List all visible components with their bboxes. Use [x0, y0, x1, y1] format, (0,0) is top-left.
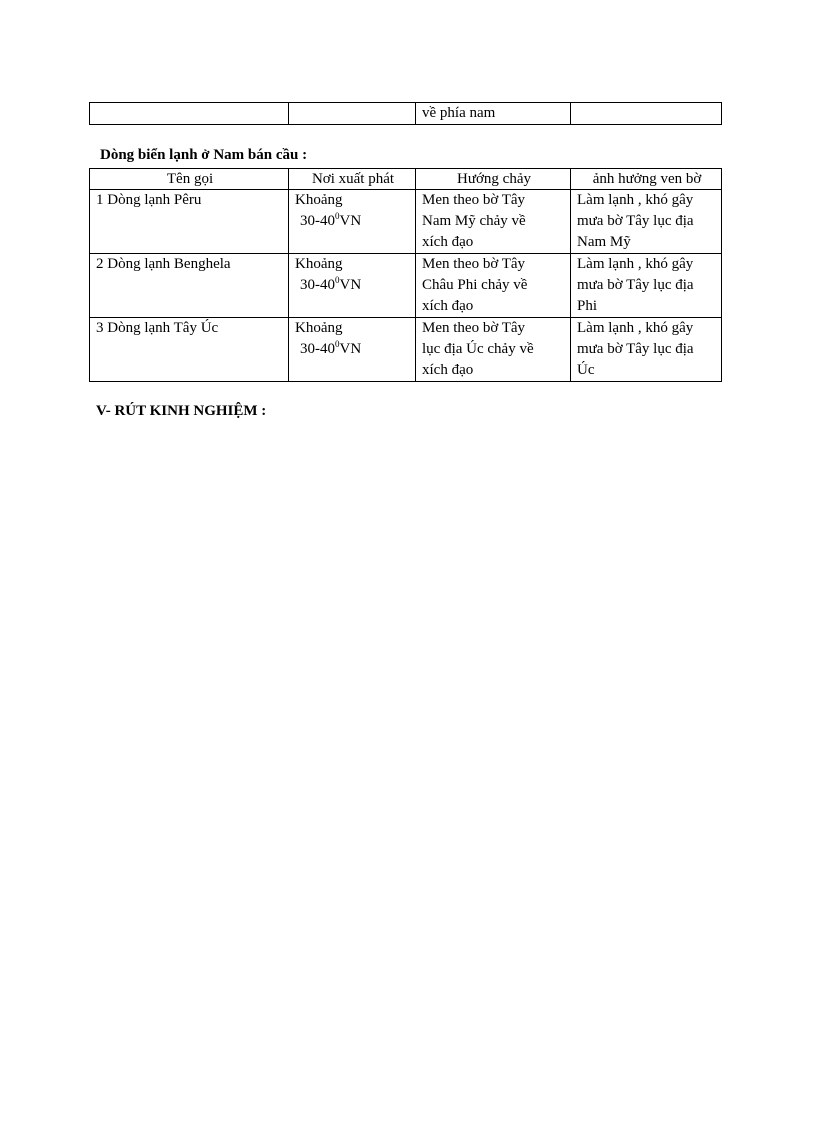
direction-line: Men theo bờ Tây — [422, 256, 526, 272]
origin-latitude — [295, 211, 361, 232]
section-v-heading: V- RÚT KINH NGHIỆM : — [96, 403, 267, 419]
origin-latitude — [295, 275, 361, 296]
effect-line: mưa bờ Tây lục địa — [577, 277, 694, 293]
table-cell: về phía nam — [416, 103, 571, 125]
direction-line: lục địa Úc chảy về — [422, 341, 534, 357]
degree-mark: 0 — [335, 275, 340, 285]
current-effect — [571, 190, 722, 254]
direction-line: Nam Mỹ chảy về — [422, 213, 526, 229]
origin-label: Khoảng — [295, 320, 343, 336]
effect-line: Làm lạnh , khó gây — [577, 320, 694, 336]
degree-mark: 0 — [335, 211, 340, 221]
current-effect — [571, 254, 722, 318]
table-row — [90, 254, 722, 318]
effect-line: Úc — [577, 362, 595, 378]
current-name: 1 Dòng lạnh Pêru — [90, 190, 289, 254]
direction-line: Men theo bờ Tây — [422, 320, 526, 336]
origin-range: 30-40 — [300, 213, 335, 229]
effect-line: mưa bờ Tây lục địa — [577, 341, 694, 357]
table-row — [90, 103, 722, 125]
table-row — [90, 318, 722, 382]
direction-line: Châu Phi chảy về — [422, 277, 528, 293]
current-effect — [571, 318, 722, 382]
table-cell — [90, 103, 289, 125]
column-header-origin: Nơi xuất phát — [289, 169, 416, 190]
effect-line: Làm lạnh , khó gây — [577, 192, 694, 208]
current-direction — [416, 190, 571, 254]
current-origin — [289, 318, 416, 382]
effect-line: mưa bờ Tây lục địa — [577, 213, 694, 229]
effect-line: Làm lạnh , khó gây — [577, 256, 694, 272]
direction-line: xích đạo — [422, 362, 474, 378]
origin-unit: VN — [339, 213, 362, 229]
current-direction — [416, 318, 571, 382]
current-name: 2 Dòng lạnh Benghela — [90, 254, 289, 318]
direction-line: Men theo bờ Tây — [422, 192, 526, 208]
current-direction — [416, 254, 571, 318]
cold-currents-table — [89, 168, 722, 382]
column-header-direction: Hướng chảy — [416, 169, 571, 190]
table-cell — [289, 103, 416, 125]
origin-label: Khoảng — [295, 192, 343, 208]
origin-latitude — [295, 339, 361, 360]
table-cell — [571, 103, 722, 125]
origin-label: Khoảng — [295, 256, 343, 272]
origin-range: 30-40 — [300, 341, 335, 357]
section-heading: Dòng biển lạnh ở Nam bán cầu : — [100, 147, 308, 163]
effect-line: Nam Mỹ — [577, 234, 631, 250]
effect-line: Phi — [577, 298, 598, 314]
current-origin — [289, 190, 416, 254]
column-header-effect: ảnh hưởng ven bờ — [571, 169, 722, 190]
table-header-row — [90, 169, 722, 190]
origin-unit: VN — [339, 341, 362, 357]
column-header-name: Tên gọi — [90, 169, 289, 190]
current-name: 3 Dòng lạnh Tây Úc — [90, 318, 289, 382]
direction-line: xích đạo — [422, 298, 474, 314]
origin-range: 30-40 — [300, 277, 335, 293]
direction-line: xích đạo — [422, 234, 474, 250]
degree-mark: 0 — [335, 339, 340, 349]
origin-unit: VN — [339, 277, 362, 293]
top-table-fragment — [89, 102, 722, 125]
table-row — [90, 190, 722, 254]
current-origin — [289, 254, 416, 318]
